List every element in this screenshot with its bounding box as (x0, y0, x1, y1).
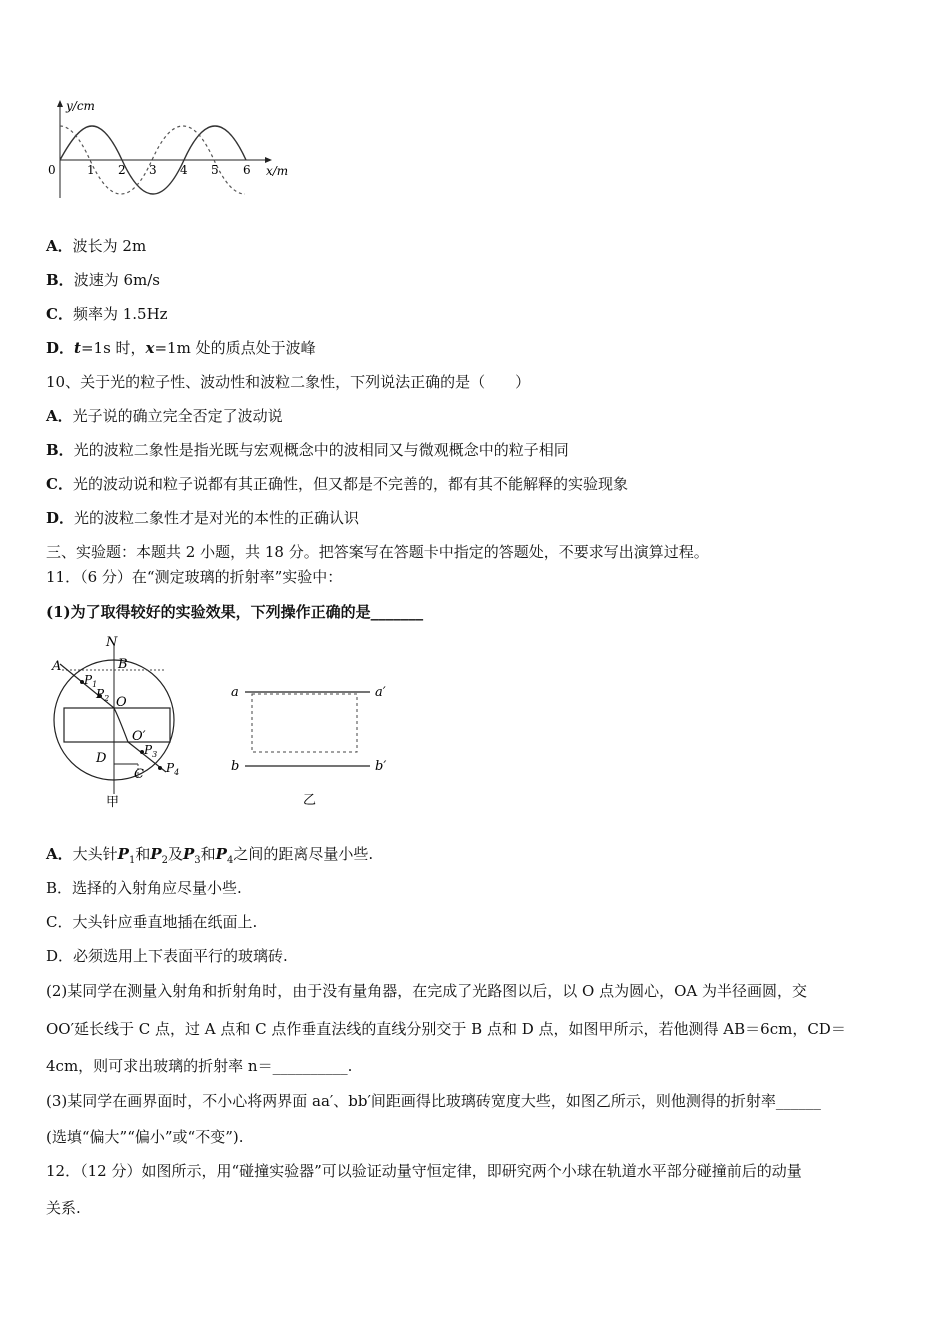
q10-option-d: D．光的波粒二象性才是对光的本性的正确认识 (46, 509, 360, 527)
x-axis-label: x/m (266, 164, 289, 178)
q11-part2-line2: OO′延长线于 C 点，过 A 点和 C 点作垂直法线的直线分别交于 B 点和 D 点，如图甲所示，若他测得 AB＝6cm，CD＝ (46, 1020, 846, 1038)
q12-line1: 12．（12 分）如图所示，用“碰撞实验器”可以验证动量守恒定律，即研究两个小球在轨道水平部分碰撞前后的动量 (46, 1162, 802, 1180)
caption-jia: 甲 (106, 795, 120, 810)
q11-option-a: A．大头针$P_1$和$P_2$及$P_3$和$P_4$之间的距离尽量小些. (46, 845, 374, 866)
q10-option-b: B．光的波粒二象性是指光既与宏观概念中的波相同又与微观概念中的粒子相同 (46, 441, 569, 459)
x-tick: 5 (211, 163, 219, 177)
label-b-left: b (231, 759, 240, 774)
label-n: N (106, 635, 118, 650)
y-axis-label: y/cm (66, 99, 95, 113)
q9-option-c: C．频率为 1.5Hz (46, 305, 168, 323)
section-3-heading: 三、实验题：本题共 2 小题，共 18 分。把答案写在答题卡中指定的答题处，不要求写出演算过程。 (46, 543, 709, 561)
q11-part2-line3: 4cm，则可求出玻璃的折射率 n＝__________. (46, 1057, 353, 1075)
q11-option-d: D．必须选用上下表面平行的玻璃砖. (46, 947, 288, 965)
label-b-right: b′ (375, 759, 387, 774)
x-tick: 2 (118, 163, 126, 177)
q9-option-b: B．波速为 6m/s (46, 271, 160, 289)
label-c: C (134, 767, 144, 782)
x-tick: 4 (180, 163, 188, 177)
label-a: A (52, 659, 62, 674)
q11-stem: 11．（6 分）在“测定玻璃的折射率”实验中： (46, 568, 343, 586)
q11-part1: (1)为了取得较好的实验效果，下列操作正确的是_______ (46, 603, 424, 621)
label-b: B (118, 657, 128, 672)
caption-yi: 乙 (303, 793, 317, 808)
q9-option-d: D．t=1s 时，x=1m 处的质点处于波峰 (46, 339, 316, 357)
label-a-right: a′ (375, 685, 386, 700)
figure-yi (225, 680, 400, 810)
label-p1: $P_1$ (84, 673, 98, 689)
label-p3: $P_3$ (144, 743, 158, 759)
q11-option-c: C．大头针应垂直地插在纸面上. (46, 913, 258, 931)
q9-option-a: A．波长为 2m (46, 237, 147, 255)
wave-graph (40, 98, 300, 208)
x-tick: 6 (243, 163, 251, 177)
q12-line2: 关系. (46, 1199, 81, 1217)
q10-option-a: A．光子说的确立完全否定了波动说 (46, 407, 283, 425)
label-a-left: a (231, 685, 239, 700)
label-p2: $P_2$ (96, 687, 110, 703)
q11-part3-line1: (3)某同学在画界面时，不小心将两界面 aa′、bb′间距画得比玻璃砖宽度大些，如图乙所示，则他测得的折射率______ (46, 1092, 821, 1110)
q10-option-c: C．光的波动说和粒子说都有其正确性，但又都是不完善的，都有其不能解释的实验现象 (46, 475, 628, 493)
label-o: O (116, 695, 127, 710)
label-d: D (96, 751, 107, 766)
label-o-prime: O′ (132, 729, 146, 744)
label-p4: $P_4$ (166, 761, 180, 777)
q11-part3-line2: (选填“偏大”“偏小”或“不变”). (46, 1128, 244, 1146)
x-tick: 1 (87, 163, 95, 177)
q10-stem: 10、关于光的粒子性、波动性和波粒二象性，下列说法正确的是（ ） (46, 373, 531, 391)
figure-jia (46, 632, 196, 812)
x-tick: 3 (149, 163, 157, 177)
q11-part2-line1: (2)某同学在测量入射角和折射角时，由于没有量角器，在完成了光路图以后，以 O 点为圆心，OA 为半径画圆，交 (46, 982, 807, 1000)
q11-option-b: B．选择的入射角应尽量小些. (46, 879, 242, 897)
x-tick: 0 (48, 163, 56, 177)
